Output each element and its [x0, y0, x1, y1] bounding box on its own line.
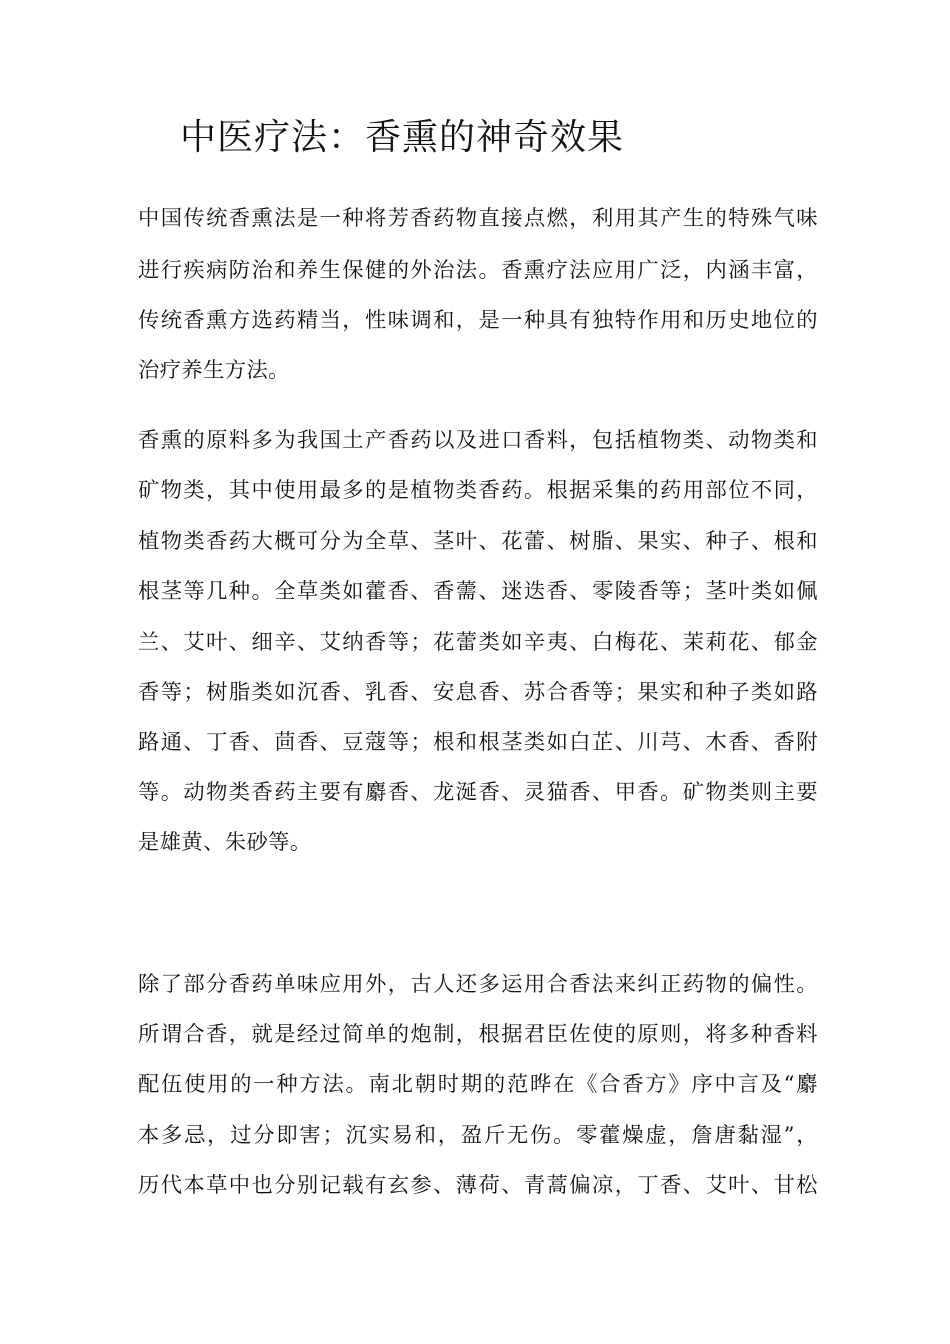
paragraph-line: 中国传统香熏法是一种将芳香药物直接点燃，利用其产生的特殊气味: [138, 206, 818, 231]
paragraph-line: 本多忌，过分即害；沉实易和，盈斤无伤。零藿燥虚，詹唐黏湿”，: [138, 1123, 818, 1148]
paragraph-line: 治疗养生方法。: [138, 358, 290, 383]
paragraph-line: 进行疾病防治和养生保健的外治法。香熏疗法应用广泛，内涵丰富，: [138, 258, 818, 283]
paragraph-line: 所谓合香，就是经过简单的炮制，根据君臣佐使的原则，将多种香料: [138, 1022, 818, 1047]
paragraph-line: 除了部分香药单味应用外，古人还多运用合香法来纠正药物的偏性。: [138, 972, 818, 997]
paragraph-line: 兰、艾叶、细辛、艾纳香等；花蕾类如辛夷、白梅花、茉莉花、郁金: [138, 630, 818, 655]
paragraph-line: 香熏的原料多为我国土产香药以及进口香料，包括植物类、动物类和: [138, 428, 818, 453]
paragraph-line: 香等；树脂类如沉香、乳香、安息香、苏合香等；果实和种子类如路: [138, 680, 818, 705]
paragraph-line: 历代本草中也分别记载有玄参、薄荷、青蒿偏凉，丁香、艾叶、甘松: [138, 1173, 818, 1198]
paragraph-line: 是雄黄、朱砂等。: [138, 830, 312, 855]
paragraph-line: 植物类香药大概可分为全草、茎叶、花蕾、树脂、果实、种子、根和: [138, 529, 818, 554]
paragraph-line: 矿物类，其中使用最多的是植物类香药。根据采集的药用部位不同，: [138, 478, 818, 503]
paragraph-line: 等。动物类香药主要有麝香、龙涎香、灵猫香、甲香。矿物类则主要: [138, 780, 818, 805]
paragraph-line: 配伍使用的一种方法。南北朝时期的范晔在《合香方》序中言及“麝: [138, 1072, 818, 1097]
paragraph-line: 根茎等几种。全草类如藿香、香薷、迷迭香、零陵香等；茎叶类如佩: [138, 579, 818, 604]
paragraph-line: 传统香熏方选药精当，性味调和，是一种具有独特作用和历史地位的: [138, 308, 818, 333]
paragraph-line: 路通、丁香、茴香、豆蔻等；根和根茎类如白芷、川芎、木香、香附: [138, 730, 818, 755]
document-title: 中医疗法：香熏的神奇效果: [180, 117, 625, 158]
